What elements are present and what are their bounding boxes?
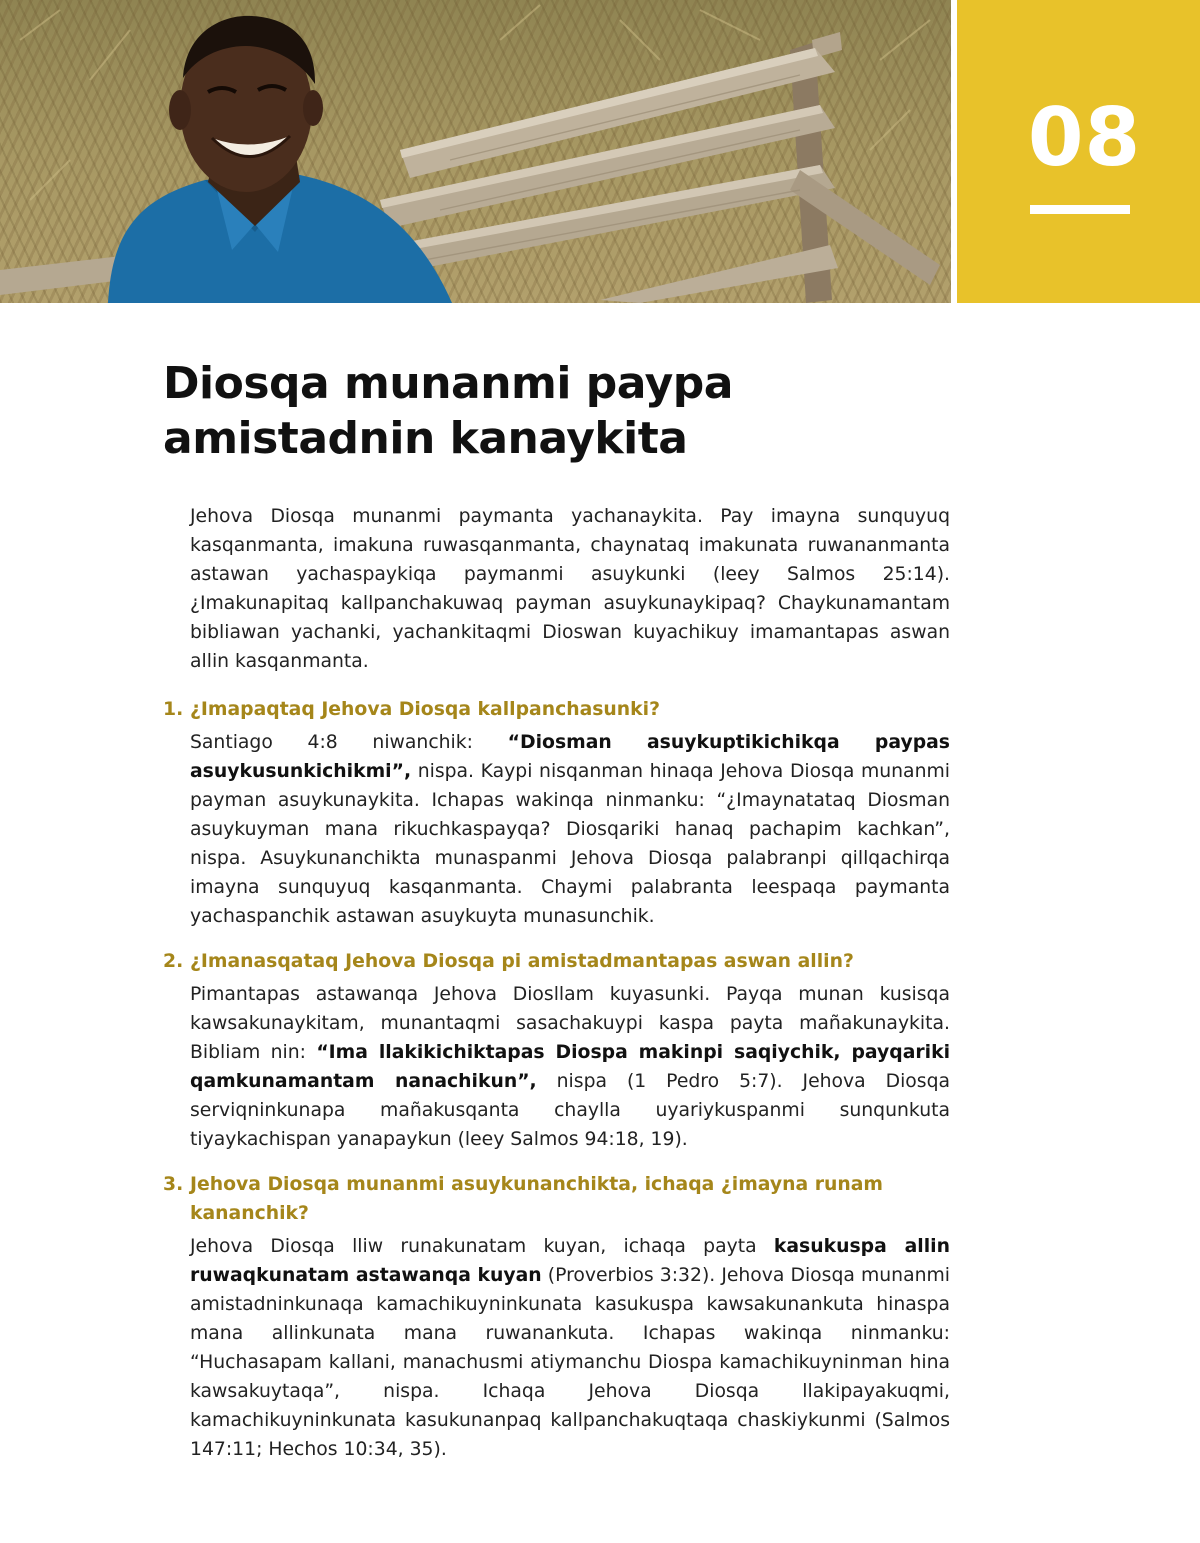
page-title [163,356,943,466]
title-line-1: Diosqa munanmi paypa [163,358,733,409]
answer-text: Santiago 4:8 niwanchik: [190,732,508,753]
question-2 [163,947,950,976]
smiling-man-by-fence-photo [0,0,951,303]
answer-text: Jehova Diosqa lliw runakunatam kuyan, ichaqa payta [190,1236,774,1257]
lesson-number: 08 [1027,91,1142,184]
scripture-quote: kasukuspa allin ruwaqkunatam astawanqa kuyan [190,1236,950,1286]
lesson-body [163,502,950,1480]
question-text: ¿Imanasqataq Jehova Diosqa pi amistadmantapas aswan allin? [190,951,854,972]
answer-text: nispa (1 Pedro 5:7). Jehova Diosqa serviqninkunapa mañakusqanta chaylla uyariykuspanmi sunqunkuta tiyaykachispan yanapaykun (leey Salmos 94:18, 19). [190,1071,950,1150]
answer-text: (Proverbios 3:32). Jehova Diosqa munanmi amistadninkunaqa kamachikuyninkunata kasukuspa kawsakunankuta hinaspa mana allinkunata mana ruwanankuta. Ichapas wakinqa ninmanku: “Huchasapam kallani, manachusmi atiymanchu Diospa kamachikuyninman hina kawsakuytaqa”, nispa. Ichaqa Jehova Diosqa llakipayakuqmi, kamachikuyninkunata kasukunanpaq kallpanchakuqtaqa chaskiykunmi (Salmos 147:11; Hechos 10:34, 35). [190,1265,950,1460]
question-1 [163,695,950,724]
question-number: 3. [163,1174,184,1195]
lesson-badge [957,0,1200,303]
question-number: 2. [163,951,184,972]
answer-1 [163,728,950,931]
answer-text: nispa. Kaypi nisqanman hinaqa Jehova Diosqa munanmi payman asuykunaykita. Ichapas wakinqa ninmanku: “¿Imaynatataq Diosman asuykuyman mana rikuchkaspayqa? Diosqariki hanaq pachapim kachkan”, nispa. Asuykunanchikta munaspanmi Jehova Diosqa palabranpi qillqachirqa imayna sunquyuq kasqanmanta. Chaymi palabranta leespaqa paymanta yachaspanchik astawan asuykuyta munasunchik. [190,761,950,927]
scripture-quote: “Diosman asuykuptikichikqa paypas asuykusunkichikmi”, [190,732,950,782]
header-photo [0,0,951,303]
badge-underline [1030,205,1130,214]
question-3 [163,1170,950,1228]
answer-2 [163,980,950,1154]
scripture-quote: “Ima llakikichiktapas Diospa makinpi saqiychik, payqariki qamkunamantam nanachikun”, [190,1042,951,1092]
question-text: Jehova Diosqa munanmi asuykunanchikta, ichaqa ¿imayna runam kananchik? [190,1174,883,1224]
question-text: ¿Imapaqtaq Jehova Diosqa kallpanchasunki? [190,699,660,720]
title-line-2: amistadnin kanaykita [163,413,688,464]
answer-text: Pimantapas astawanqa Jehova Diosllam kuyasunki. Payqa munan kusisqa kawsakunaykitam, munantaqmi sasachakuypi kaspa payta mañakunaykita. Bibliam nin: [190,984,950,1063]
answer-3 [163,1232,950,1464]
intro-paragraph: Jehova Diosqa munanmi paymanta yachanaykita. Pay imayna sunquyuq kasqanmanta, imakuna ruwasqanmanta, chaynataq imakunata ruwananmanta astawan yachaspaykiqa paymanmi asuykunki (leey Salmos 25:14). ¿Imakunapitaq kallpanchakuwaq payman asuykunaykipaq? Chaykunamantam bibliawan yachanki, yachankitaqmi Dioswan kuyachikuy imamantapas aswan allin kasqanmanta. [190,506,950,672]
question-number: 1. [163,699,184,720]
